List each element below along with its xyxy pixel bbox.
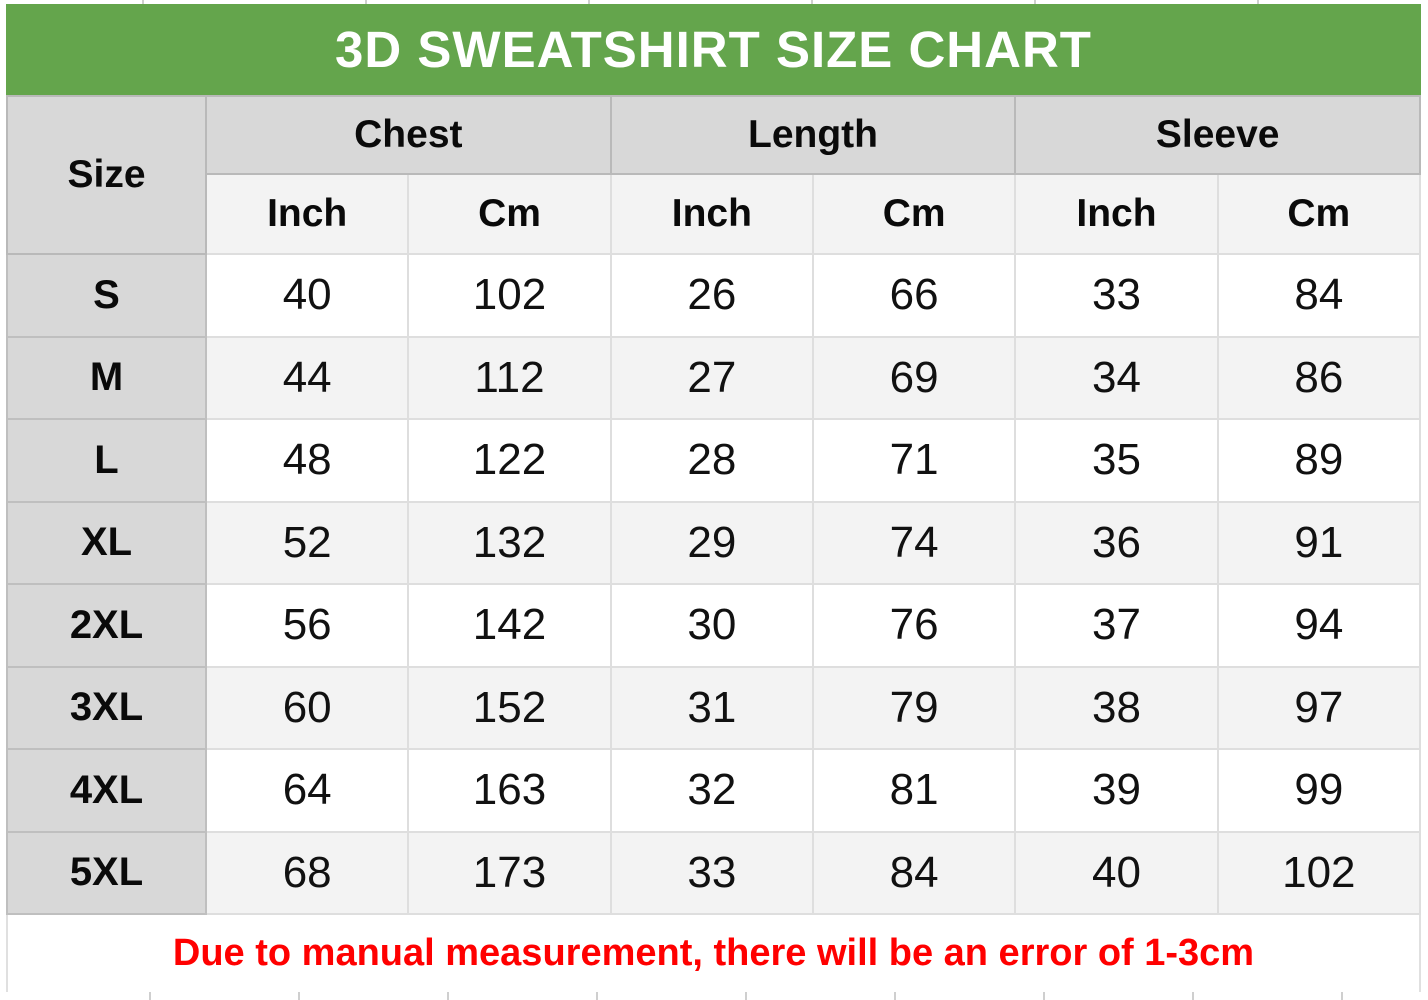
- measurement-cell: 31: [611, 667, 813, 750]
- size-row-label: XL: [7, 502, 206, 585]
- measurement-cell: 163: [408, 749, 610, 832]
- size-row-3XL: [7, 667, 1420, 750]
- size-row-label: M: [7, 337, 206, 420]
- measurement-cell: 27: [611, 337, 813, 420]
- measurement-note: Due to manual measurement, there will be an error of 1-3cm: [7, 914, 1420, 993]
- measurement-cell: 35: [1015, 419, 1217, 502]
- measurement-cell: 39: [1015, 749, 1217, 832]
- measurement-cell: 99: [1218, 749, 1420, 832]
- measurement-cell: 102: [408, 254, 610, 337]
- measurement-cell: 76: [813, 584, 1015, 667]
- size-row-M: [7, 337, 1420, 420]
- measurement-cell: 44: [206, 337, 408, 420]
- measurement-cell: 112: [408, 337, 610, 420]
- measurement-cell: 79: [813, 667, 1015, 750]
- unit-header-row: [7, 174, 1420, 254]
- size-column-header: Size: [7, 96, 206, 254]
- measurement-cell: 33: [1015, 254, 1217, 337]
- measurement-cell: 29: [611, 502, 813, 585]
- size-row-4XL: [7, 749, 1420, 832]
- measurement-cell: 97: [1218, 667, 1420, 750]
- size-row-label: L: [7, 419, 206, 502]
- measurement-cell: 173: [408, 832, 610, 915]
- group-header-chest: Chest: [206, 96, 611, 174]
- title-banner: [6, 4, 1421, 95]
- size-row-label: 4XL: [7, 749, 206, 832]
- note-row: [7, 914, 1420, 993]
- measurement-cell: 36: [1015, 502, 1217, 585]
- group-header-length: Length: [611, 96, 1016, 174]
- size-table: [6, 95, 1421, 994]
- measurement-cell: 48: [206, 419, 408, 502]
- measurement-cell: 102: [1218, 832, 1420, 915]
- measurement-cell: 142: [408, 584, 610, 667]
- measurement-cell: 86: [1218, 337, 1420, 420]
- measurement-cell: 66: [813, 254, 1015, 337]
- group-header-sleeve: Sleeve: [1015, 96, 1420, 174]
- measurement-cell: 37: [1015, 584, 1217, 667]
- measurement-cell: 68: [206, 832, 408, 915]
- measurement-cell: 30: [611, 584, 813, 667]
- measurement-cell: 84: [813, 832, 1015, 915]
- measurement-cell: 89: [1218, 419, 1420, 502]
- measurement-cell: 40: [1015, 832, 1217, 915]
- measurement-cell: 84: [1218, 254, 1420, 337]
- measurement-cell: 56: [206, 584, 408, 667]
- spreadsheet-partial-row-bottom: [0, 992, 1428, 1000]
- unit-header-chest-inch: Inch: [206, 174, 408, 254]
- measurement-cell: 71: [813, 419, 1015, 502]
- size-row-5XL: [7, 832, 1420, 915]
- measurement-cell: 64: [206, 749, 408, 832]
- measurement-cell: 33: [611, 832, 813, 915]
- unit-header-chest-cm: Cm: [408, 174, 610, 254]
- measurement-cell: 74: [813, 502, 1015, 585]
- size-row-label: 3XL: [7, 667, 206, 750]
- chart-title: 3D SWEATSHIRT SIZE CHART: [335, 21, 1092, 78]
- measurement-cell: 40: [206, 254, 408, 337]
- size-row-2XL: [7, 584, 1420, 667]
- unit-header-length-cm: Cm: [813, 174, 1015, 254]
- measurement-cell: 52: [206, 502, 408, 585]
- unit-header-sleeve-cm: Cm: [1218, 174, 1420, 254]
- measurement-cell: 94: [1218, 584, 1420, 667]
- measurement-cell: 26: [611, 254, 813, 337]
- measurement-cell: 32: [611, 749, 813, 832]
- measurement-cell: 91: [1218, 502, 1420, 585]
- measurement-cell: 122: [408, 419, 610, 502]
- measurement-cell: 152: [408, 667, 610, 750]
- size-row-label: S: [7, 254, 206, 337]
- size-row-XL: [7, 502, 1420, 585]
- measurement-cell: 60: [206, 667, 408, 750]
- size-row-label: 2XL: [7, 584, 206, 667]
- group-header-row: [7, 96, 1420, 174]
- unit-header-length-inch: Inch: [611, 174, 813, 254]
- measurement-cell: 69: [813, 337, 1015, 420]
- measurement-cell: 34: [1015, 337, 1217, 420]
- size-row-label: 5XL: [7, 832, 206, 915]
- measurement-cell: 28: [611, 419, 813, 502]
- measurement-cell: 38: [1015, 667, 1217, 750]
- measurement-cell: 132: [408, 502, 610, 585]
- size-row-S: [7, 254, 1420, 337]
- unit-header-sleeve-inch: Inch: [1015, 174, 1217, 254]
- size-chart-sheet: [6, 4, 1421, 992]
- size-row-L: [7, 419, 1420, 502]
- measurement-cell: 81: [813, 749, 1015, 832]
